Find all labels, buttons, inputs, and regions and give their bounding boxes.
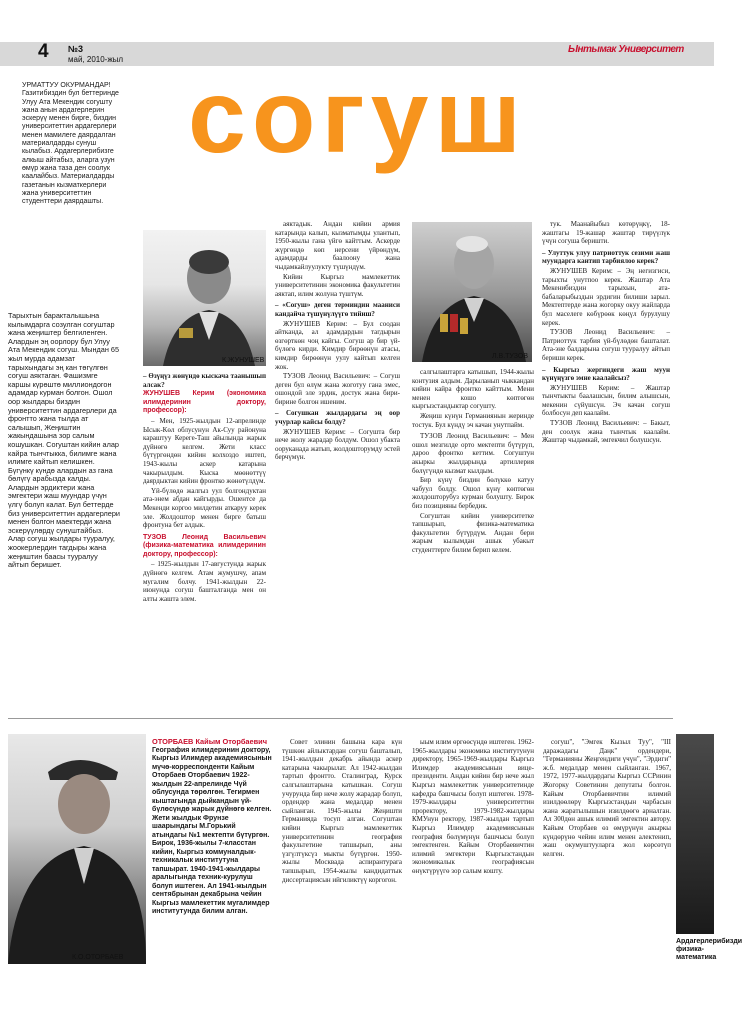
paragraph: ыым илим өргөөсүндө иштеген. 1962-1965-жылдары экономика институтунун директору, 1965-1969-жылдары Кыргыз Илимдер академиясынын вице-президенти. Андан кийин бир нече жыл Кыргыз мамлекеттик университетинде кафедра башчысы болуп иштеген. 1978-1979-жылдары университеттин проректору, 1979-1982-жылдары КМУнун ректору, 1987-жылдан тартып Кыргыз Илимдер академиясынын география бөлүмүнүн башчысы болуп эмгектенген. Кайым Оторбаевичтин илимий эмгектери Кыргызстандын экономикалык географиясын өнүктүрүүгө зор салым кошту. bbox=[412, 738, 534, 875]
drop-cap-text: Тарыхтын баракталышына кылымдарга созулган согуштар жана жеңиштер белгиленген. Алардын эң оорлору бул Улуу Ата Мекендик согуш. Мындан 65 жыл мурда адамзат тарыхындагы эң кан төгүлгөн согуш аяктаган. Фашизмге каршы күрөштө миллиондогон адамдар курман болгон. Ошол оор жылдары биздин университеттин ардагерлери да фронтто жана тылда ат салышып, Жеңиштин жакындашына зор салым кошушкан. Согуштан кийин алар кайра тынчтыкка, билимге жана илимге кайтып келишкен. Бүгүнкү күндө алардын аз гана бөлүгү арабызда калды. Алардын эрдиктери жана эмгектери жаш муундар үчүн үлгү болуп калат. Бул беттерде биз университеттин ардагерлери менен болгон маектерди жана эскерүүлөрдү сунуштайбыз. Алар согуш жылдары тууралуу, жоокерлердин тагдыры жана жеңиштин баасы тууралуу айтып беришет. bbox=[8, 311, 120, 570]
paragraph: – 1925-жылдын 17-августунда жарык дүйнөгө келгем. Атам жумушчу, апам мугалим болчу. 1941-жылдын 22-июнунда согуш башталганда мен он алты жашта элем. bbox=[143, 560, 266, 603]
photo-otorbaev bbox=[8, 734, 146, 964]
question: – Согушкан жылдардагы эң оор учурлар кайсы болду? bbox=[275, 409, 400, 427]
bio-column-2 bbox=[282, 738, 402, 970]
speaker: ЖУНУШЕВ Керим (экономика илимдеринин доктору, профессор): bbox=[143, 390, 266, 415]
paragraph: согуш", "Эмгек Кызыл Туу", "III даражадагы Даңк" ордендери, "Германияны Жеңгендиги үчүн", "Эрдиги" ж.б. медалдар менен сыйланган. 1967, 1972, 1977-жылдардагы Кыргыз ССРинин Жогорку Советинин депутаты болгон. Кайым Оторбаевичтин илимий изилдөөлөрү Кыргызстандын чарбасын жана жаратылышын изилдөөгө арналган. Ал 300дөн ашык илимий эмгектин автору. Кайым Оторбаев өз өмүрүнүн акыркы күндөрүнө чейин илим менен алектенип, жаш окумуштууларга жол көрсөтүп келген. bbox=[543, 738, 671, 858]
bio-column-3 bbox=[412, 738, 534, 970]
paragraph: ТУЗОВ Леонид Васильевич: – Бакыт, ден соолук жана тынчтык каалайм. Жаштар чыдамкай, эмгекчил болушсун. bbox=[542, 419, 670, 445]
photo-tuzov bbox=[412, 222, 532, 362]
caption-otorbaev: К.О.ОТОРБАЕВ bbox=[72, 954, 124, 961]
interview-column-2 bbox=[275, 220, 400, 712]
veteran-portrait-icon bbox=[143, 230, 266, 366]
section-divider bbox=[8, 718, 673, 719]
paragraph: Кийин Кыргыз мамлекеттик университетинин экономика факультетин аяктап, илим жолуна түштүм. bbox=[275, 272, 400, 298]
photo-zhunushev bbox=[143, 230, 266, 366]
paragraph: Согуштан кийин университетке тапшырып, физика-математика факультетин бүтүрдүм. Андан бери жарым кылымдан ашык убакыт студенттерге билим берип келем. bbox=[412, 511, 534, 554]
photo-partial-right bbox=[676, 734, 714, 934]
bio-text: География илимдеринин доктору, Кыргыз Илимдер академиясынын мүчө-корреспонденти Кайым Оторбаев Оторбаевич 1922-жылдын 22-апрелинде Чүй облусунда төрөлгөн. Тегирмен кыштагында дыйкандын үй-бүлөсүндө жарык дүйнөгө келген. Жети жылдык Фрунзе шаарындагы М.Горький атындагы №1 мектепти бүтүргөн. Бирок, 1936-жылы 7-класстан кийин, Кыргыз коммуналдык-техникалык институтуна тапшырат. 1940-1941-жылдары аралыгында техник-курулуш болуп иштеген. Ал 1941-жылдын сентябрынан декабрына чейин Кыргыз мамлекеттик мугалимдер институтунда билим алган. bbox=[152, 746, 272, 915]
speaker: ТУЗОВ Леонид Васильевич: – Мен ошол мезгилде орто мектепти бүтүрүп, дароо фронтко кеттим. Согуштун акыркы жылдарында артиллерия бөлүгүндө кызмат кылдым. bbox=[412, 432, 534, 475]
paragraph: ТУЗОВ Леонид Васильевич: – Согуш деген бул өлүм жана жоготуу гана эмес, ошондой эле эрдик, достук жана бири-бирине болгон ишеним. bbox=[275, 372, 400, 406]
paragraph: аяктадык. Андан кийин армия катарында калып, кызматымды улантып, 1950-жылы гана үйгө кайттым. Аскерде жүргөндө көп нерсени үйрөндүм, адамдарды баалоону жана чыдамкайлуулукту түшүндүм. bbox=[275, 220, 400, 271]
paragraph: Совет элинин башына кара күн түшкөн айлыктардан согуш башталып, 1941-жылдын декабрь айында аскер катарына чакырылат. Ал 1942-жылдан тартып фронтто. Сталинград, Курск салгылаштарына катышкан. Согуш учурунда бир нече жолу жарадар болуп, ордендер жана медалдар менен сыйланган. 1945-жылы Жеңишти Германияда тосуп алган. Согуштан кийин Кыргыз мамлекеттик университетинин география факультетине тапшырып, аны үзгүлтүксүз мыкты бүтүргөн. 1950-жылы Москвада аспирантурага тапшырып, 1954-жылы кандидаттык диссертациясын ийгиликтүү коргогон. bbox=[282, 738, 402, 884]
issue-number: №3 bbox=[68, 44, 84, 54]
interview-column-1 bbox=[143, 372, 266, 712]
question: – Улуттук улуу патриоттук сезими жаш муундарга кантип тарбиялоо керек? bbox=[542, 248, 670, 266]
speaker: ТУЗОВ Леонид Васильевич (физика-математика илимдеринин доктору, профессор): bbox=[143, 533, 266, 558]
paragraph: ЖУНУШЕВ Керим: – Бул соодан айтканда, ал адамдардын тагдырын өзгөрткөн чоң кайгы. Согуш ар бир үй-бүлөгө кирди. Кимдир бирөөнүн атасы, кимдир бирөөнүн уулу кайтып келген жок. bbox=[275, 319, 400, 371]
paragraph: Үй-бүлөдө жалгыз уул болгондуктан ата-энем абдан кайгырды. Ошентсе да Мекенди коргоо милдетин аткаруу керек эле. Жолдоштор менен бирге батыш фронтуна бет алдык. bbox=[143, 486, 266, 530]
interview-column-3 bbox=[412, 368, 534, 712]
paragraph: тук. Маанайыбыз көтөрүңкү, 18-жаштагы 19-жашар жаштар тирүүлүк үчүн согуша беришти. bbox=[542, 220, 670, 246]
question: – Өзүңүз жөнүндө кыскача таанышып алсак? bbox=[143, 372, 266, 389]
paragraph: Бир күнү биздин бөлүккө катуу чабуул болду. Ошол күнү көптөгөн жолдошторубуз курман болушту. Бирок биз позицияны бербедик. bbox=[412, 476, 534, 510]
question: – «Согуш» деген терминдин мааниси кандайча түшүнүлүүгө тийиш? bbox=[275, 301, 400, 318]
paragraph: ЖУНУШЕВ Керим: – Эң негизгиси, тарыхты унутпоо керек. Жаштар Ата Мекенибиздин тарыхын, ата-бабаларыбыздын эрдигин билиши зарыл. Мектептерде жана жогорку окуу жайларда бул маселеге көбүрөөк көңүл бурулушу керек. bbox=[542, 266, 670, 327]
veteran-portrait-icon bbox=[412, 222, 532, 362]
question: – Кыргыз жергиндеги жаш муун күнүңүзгө эмне каалайсыз? bbox=[542, 365, 670, 383]
page-number: 4 bbox=[38, 41, 49, 62]
caption-partial-right: Ардагерлерибизди физика-математика bbox=[676, 938, 742, 961]
paragraph: салгылаштарга катышып, 1944-жылы контузия алдым. Дарыланып чыккандан кийин кайра фронтко кайттым. Мени менен кошо көптөгөн кыргызстандыктар согушту. bbox=[412, 368, 534, 411]
paragraph: ЖУНУШЕВ Керим: – Согушта бир нече жолу жарадар болдум. Ошол убакта ооруканада жатып, жолдошторумду эстей берчүмүн. bbox=[275, 427, 400, 462]
interview-column-4 bbox=[542, 220, 670, 712]
headline: согуш bbox=[188, 59, 528, 175]
bio-column-4 bbox=[543, 738, 671, 970]
paragraph: Жеңиш күнүн Германиянын жеринде тостук. Бул күндү эч качан унутпайм. bbox=[412, 411, 534, 429]
paragraph: ТУЗОВ Леонид Васильевич: – Патриоттук тарбия үй-бүлөдөн башталат. Ата-эне балдарына согуш тууралуу айтып бериши керек. bbox=[542, 328, 670, 362]
masthead-logo: Ынтымак Университет bbox=[568, 44, 684, 55]
caption-tuzov: Л.В.ТУЗОВ bbox=[492, 353, 528, 360]
dedication-box: УРМАТТУУ ОКУРМАНДАР! Газитибиздин бул беттеринде Улуу Ата Мекендик согушту жана анын ардагерлерин эскерүү менен бирге, биздин университеттин ардагерлери менен мамилеге даярдалган материалдарды сунуш кылабыз. Ардагерлерибизге алкыш айтабыз, аларга узун өмүр жана таза ден соолук каалайбыз. Материалдарды газетанын кызматкерлери жана университеттин студенттери даярдашты. bbox=[22, 82, 119, 206]
intro-column bbox=[8, 312, 120, 710]
paragraph: ЖУНУШЕВ Керим: – Жаштар тынчтыкты баалашсын, билим алышсын, мекенин сүйүшсүн. Эч качан согуш болбосун деп каалайм. bbox=[542, 383, 670, 418]
bio-name: ОТОРБАЕВ Кайым Оторбаевич bbox=[152, 737, 267, 746]
paragraph: – Мен, 1925-жылдын 12-апрелинде Ысык-Көл облусунун Ак-Суу районуна караштуу Кереге-Таш айылында жарык дүйнөгө келгем. Жети класс бүтүргөндөн кийин колхоздо иштеп, 1943-жылы аскер катарына чакырылдым. Кыска мөөнөттүү даярдыктан кийин фронтко жөнөтүлдүм. bbox=[143, 416, 266, 486]
issue-date: май, 2010-жыл bbox=[68, 55, 124, 64]
veteran-portrait-icon bbox=[8, 734, 146, 964]
bio-column bbox=[152, 738, 272, 970]
caption-zhunushev: К.ЖУНУШЕВ bbox=[222, 357, 265, 364]
